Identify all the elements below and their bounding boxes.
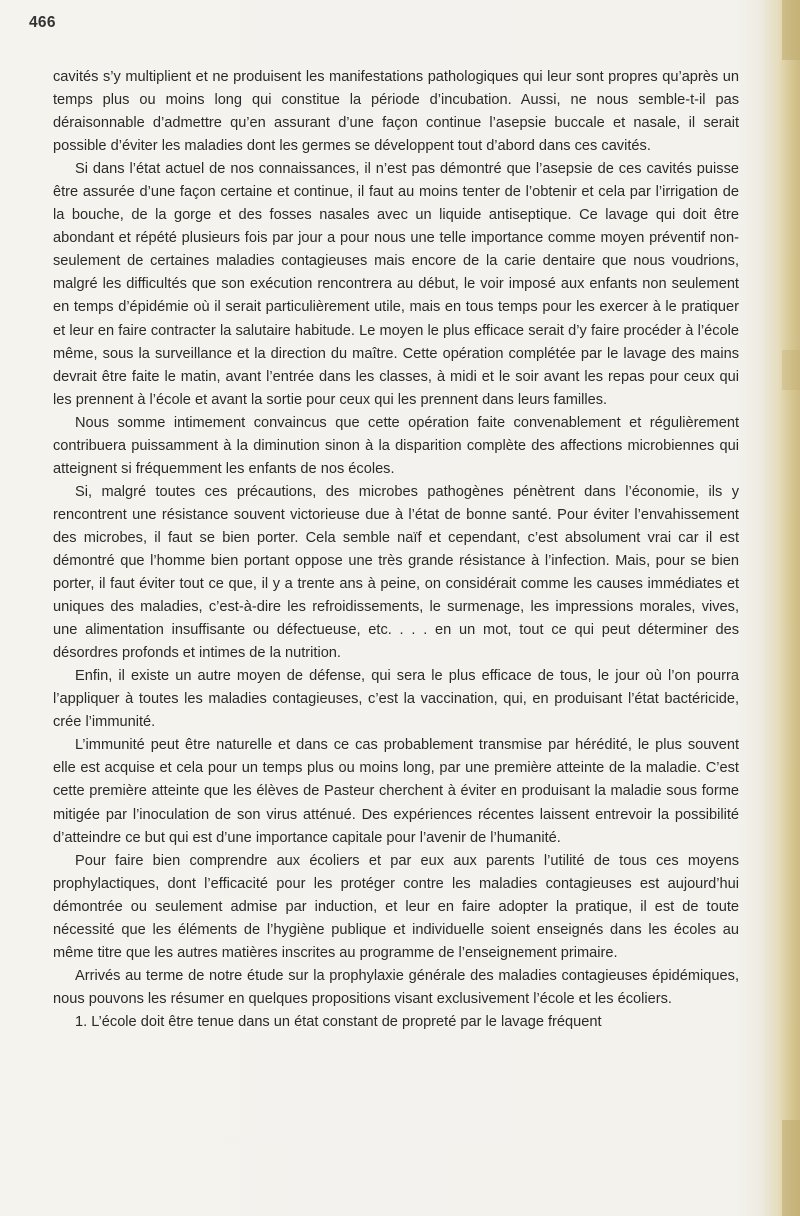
numbered-proposition: 1. L’école doit être tenue dans un état constant de propreté par le lavage fréquent [75, 1013, 602, 1030]
paragraph: Arrivés au terme de notre étude sur la prophylaxie générale des maladies contagieuses épidémiques, nous pouvons les résumer en quelques propositions visant exclusivement l’école et les écoliers. [53, 967, 739, 1007]
edge-stain [782, 0, 800, 60]
body-text [53, 66, 739, 1034]
paragraph: Nous somme intimement convaincus que cette opération faite convenablement et régulièrement contribuera puissamment à la diminution sinon à la disparition complète des affections microbiennes qui atteignent si fréquemment les enfants de nos écoles. [53, 414, 739, 477]
edge-stain [782, 350, 800, 390]
page-number: 466 [29, 14, 56, 31]
page-edge-discoloration [760, 0, 800, 1216]
paragraph: cavités s’y multiplient et ne produisent les manifestations pathologiques qui leur sont propres qu’après un temps plus ou moins long qui constitue la période d’incubation. Aussi, ne nous semble-t-il pas déraisonnable d’admettre qu’en assurant d’une façon continue l’asepsie buccale et nasale, il serait possible d’éviter les maladies dont les germes se développent tout d’abord dans ces cavités. [53, 69, 739, 155]
edge-stain [782, 1120, 800, 1216]
paragraph: Enfin, il existe un autre moyen de défense, qui sera le plus efficace de tous, le jour où l’on pourra l’appliquer à toutes les maladies contagieuses, c’est la vaccination, qui, en produisant l’état bactéricide, crée l’immunité. [53, 668, 739, 731]
paragraph: Si, malgré toutes ces précautions, des microbes pathogènes pénètrent dans l’économie, ils y rencontrent une résistance souvent victorieuse due à l’état de bonne santé. Pour éviter l’envahissement des microbes, il faut se bien porter. Cela semble naïf et cependant, c’est absolument vrai car il est démontré que l’homme bien portant oppose une très grande résistance à l’infection. Mais, pour se bien porter, il faut éviter tout ce que, il y a trente ans à peine, on considérait comme les causes immédiates et uniques des maladies, c’est-à-dire les refroidissements, le surmenage, les impressions morales, vives, une alimentation insuffisante ou défectueuse, etc. . . . en un mot, tout ce qui peut déterminer des désordres profonds et intimes de la nutrition. [53, 483, 739, 662]
paragraph: L’immunité peut être naturelle et dans ce cas probablement transmise par hérédité, le plus souvent elle est acquise et cela pour un temps plus ou moins long, par une première atteinte de la maladie. C’est cette première atteinte que les élèves de Pasteur cherchent à éviter en produisant la maladie sous forme mitigée par l’inoculation de son virus atténué. Des expériences récentes laissent entrevoir la possibilité d’atteindre ce but qui est d’une importance capitale pour l’avenir de l’humanité. [53, 737, 739, 846]
paragraph: Pour faire bien comprendre aux écoliers et par eux aux parents l’utilité de tous ces moyens prophylactiques, dont l’efficacité pour les protéger contre les maladies contagieuses est aujourd’hui démontrée ou seulement admise par induction, et leur en faire adopter la pratique, il est de toute nécessité que les éléments de l’hygiène publique et individuelle soient enseignés dans les écoles au même titre que les autres matières inscrites au programme de l’enseignement primaire. [53, 852, 739, 961]
paragraph: Si dans l’état actuel de nos connaissances, il n’est pas démontré que l’asepsie de ces cavités puisse être assurée d’une façon certaine et continue, il faut au moins tenter de l’obtenir et cela par l’irrigation de la bouche, de la gorge et des fosses nasales avec un liquide antiseptique. Ce lavage qui doit être abondant et répété plusieurs fois par jour a pour nous une telle importance comme moyen préventif non-seulement de certaines maladies contagieuses mais encore de la carie dentaire que nous voudrions, malgré les difficultés que son exécution rencontrera au début, le voir imposé aux enfants non seulement en temps d’épidémie où il serait particulièrement utile, mais en tous temps pour les exercer à le pratiquer et leur en faire contracter la salutaire habitude. Le moyen le plus efficace serait d’y faire procéder à l’école même, sous la surveillance et la direction du maître. Cette opération complétée par le lavage des mains devrait être faite le matin, avant l’entrée dans les classes, à midi et le soir avant les repas pour ceux qui les prennent à l’école et avant la sortie pour ceux qui les prennent dans leurs familles. [53, 161, 739, 408]
